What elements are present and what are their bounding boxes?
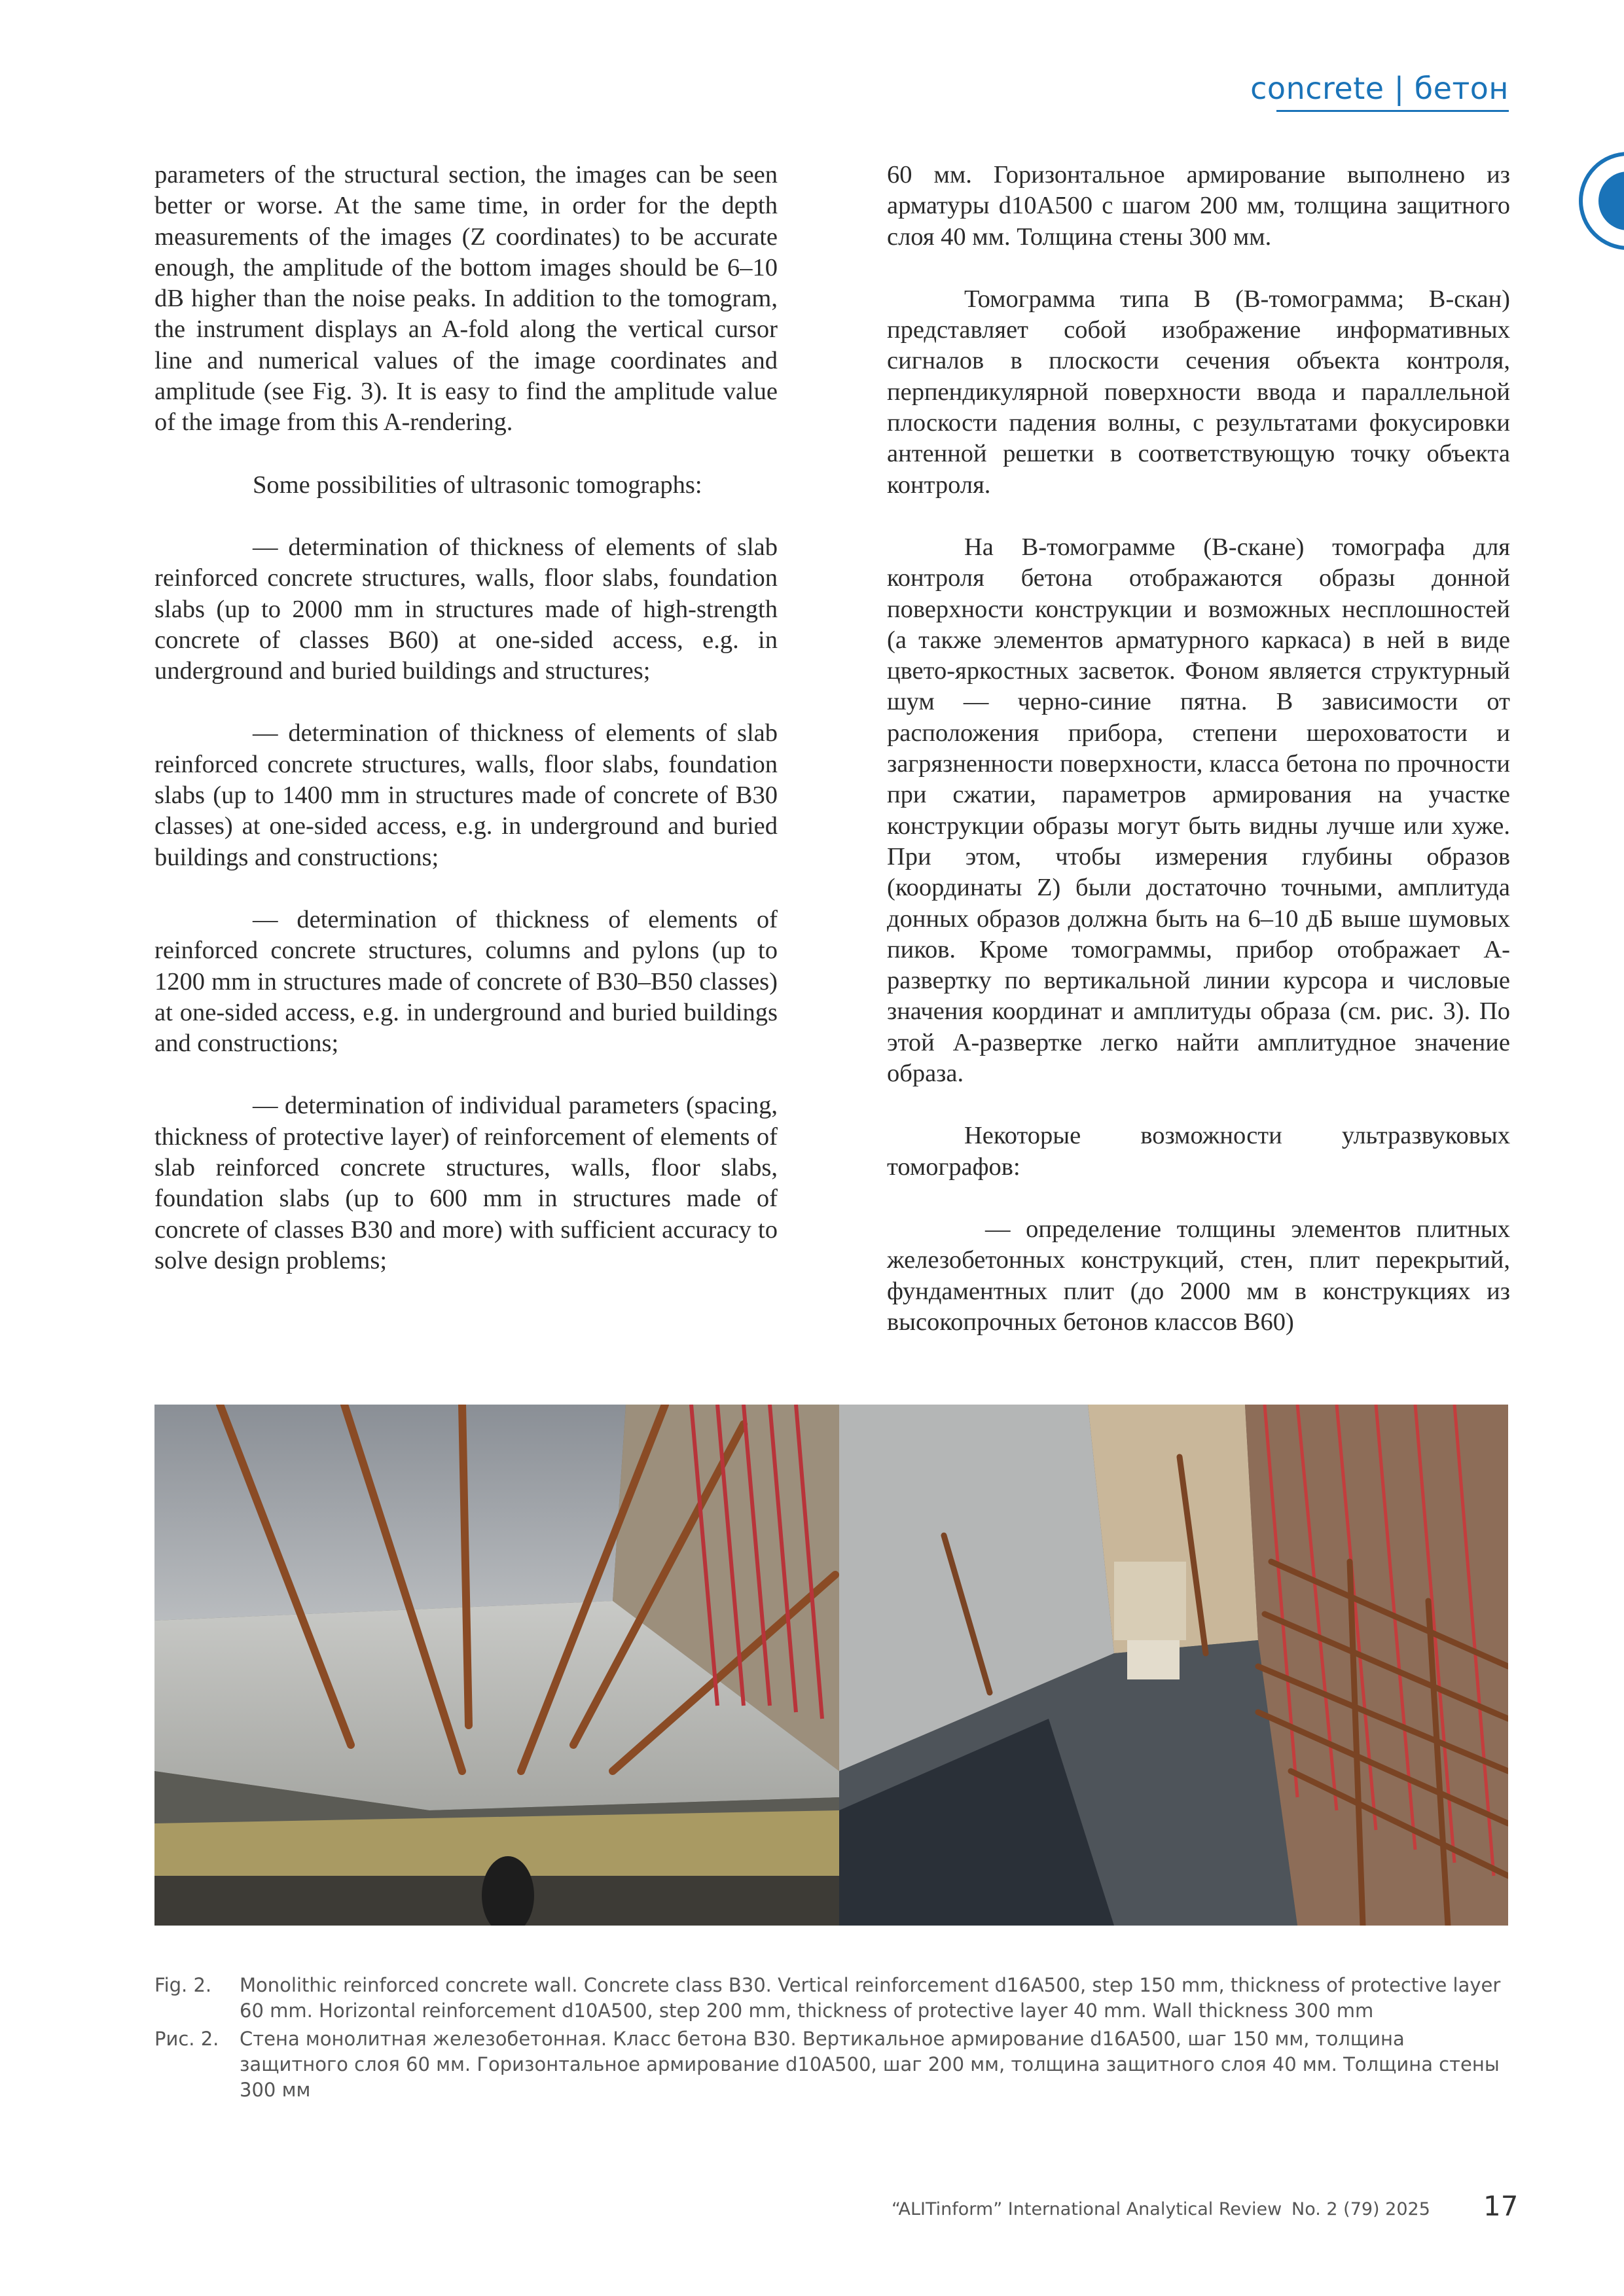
section-rule [1276,110,1509,112]
paragraph: Some possibilities of ultrasonic tomographs: [253,471,702,499]
figure-caption-en [154,1973,1508,2024]
page-number: 17 [1483,2190,1519,2222]
photo-reinforcement-cage [839,1405,1508,1926]
footer-journal: “ALITinform” International Analytical Review [892,2199,1282,2219]
list-item: — determination of individual parameters (spacing, thickness of protective layer) of reinforcement of elements of slab reinforced concrete structures, walls, floor slabs, foundation slabs (up to 600 mm in structures made of concrete of classes B30 and more) with sufficient accuracy to solve design problems; [154,1092,778,1274]
figure-photos [154,1405,1508,1926]
list-item: — determination of thickness of elements of slab reinforced concrete structures, walls, floor slabs, foundation slabs (up to 2000 mm in structures made of high-strength concrete of classes B60) at one-sided access, e.g. in underground and buried buildings and structures; [154,533,778,685]
paragraph: Некоторые возможности ультразвуковых томографов: [887,1122,1510,1181]
paragraph: Томограмма типа В (В-томограмма; В-скан) представляет собой изображение информативных сигналов в плоскости сечения объекта контроля, перпендикулярной поверхности ввода и параллельной плоскости падения волны, с результатами фокусировки антенной решетки в соответствующую точку объекта контроля. [887,285,1510,499]
paragraph: 60 мм. Горизонтальное армирование выполнено из арматуры d10A500 с шагом 200 мм, толщина защитного слоя 40 мм. Толщина стены 300 мм. [887,161,1510,251]
footer-issue: No. 2 (79) 2025 [1291,2199,1430,2219]
photo-wall-top-view [154,1405,839,1926]
paragraph: На В-томограмме (В-скане) томографа для контроля бетона отображаются образы донной поверхности конструкции и возможных несплошностей (а также элементов арматурного каркаса) в ней в виде цвето-яркостных засветок. Фоном является структурный шум — черно-синие пятна. В зависимости от расположения прибора, степени шероховатости и загрязненности поверхности, класса бетона по прочности при сжатии, параметров армирования на участке конструкции образы могут быть видны лучше или хуже. При этом, чтобы измерения глубины образов (координаты Z) были достаточно точными, амплитуда донных образов должна быть на 6–10 дБ выше шумовых пиков. Кроме томограммы, прибор отображает А-развертку по вертикальной линии курсора и числовые значения координат и амплитуды образа (см. рис. 3). По этой А-развертке легко найти амплитудное значение образа. [887,533,1510,1088]
list-item: — determination of thickness of elements of reinforced concrete structures, columns and pylons (up to 1200 mm in structures made of concrete of B30–B50 classes) at one-sided access, e.g. in underground and buried buildings and constructions; [154,905,778,1058]
paragraph: parameters of the structural section, the images can be seen better or worse. At the same time, in order for the depth measurements of the images (Z coordinates) to be accurate enough, the amplitude of the bottom images should be 6–10 dB higher than the noise peaks. In addition to the tomogram, the instrument displays an A-fold along the vertical cursor line and numerical values of the image coordinates and amplitude (see Fig. 3). It is easy to find the amplitude value of the image from this A-rendering. [154,161,778,437]
caption-text: Monolithic reinforced concrete wall. Concrete class B30. Vertical reinforcement d16A500, step 150 mm, thickness of protective layer 60 mm. Horizontal reinforcement d10A500, step 200 mm, thickness of protective layer 40 mm. Wall thickness 300 mm [240,1974,1501,2022]
caption-tag: Fig. 2. [154,1974,212,1996]
list-item: — определение толщины элементов плитных железобетонных конструкций, стен, плит перекрытий, фундаментных плит (до 2000 мм в конструкциях из высокопрочных бетонов классов В60) [887,1215,1510,1336]
edge-tab-marker [1579,152,1624,250]
right-column [887,160,1510,1338]
caption-text: Стена монолитная железобетонная. Класс бетона В30. Вертикальное армирование d16A500, шаг 150 мм, толщина защитного слоя 60 мм. Горизонтальное армирование d10A500, шаг 200 мм, толщина защитного слоя 40 мм. Толщина стены 300 мм [240,2028,1500,2101]
section-label: concrete | бетон [1250,71,1509,106]
caption-tag: Рис. 2. [154,2028,219,2050]
figure-caption-ru [154,2026,1508,2103]
left-column [154,160,778,1276]
list-item: — determination of thickness of elements of slab reinforced concrete structures, walls, floor slabs, foundation slabs (up to 1400 mm in structures made of concrete of B30 classes) at one-sided access, e.g. in underground and buried buildings and constructions; [154,719,778,871]
